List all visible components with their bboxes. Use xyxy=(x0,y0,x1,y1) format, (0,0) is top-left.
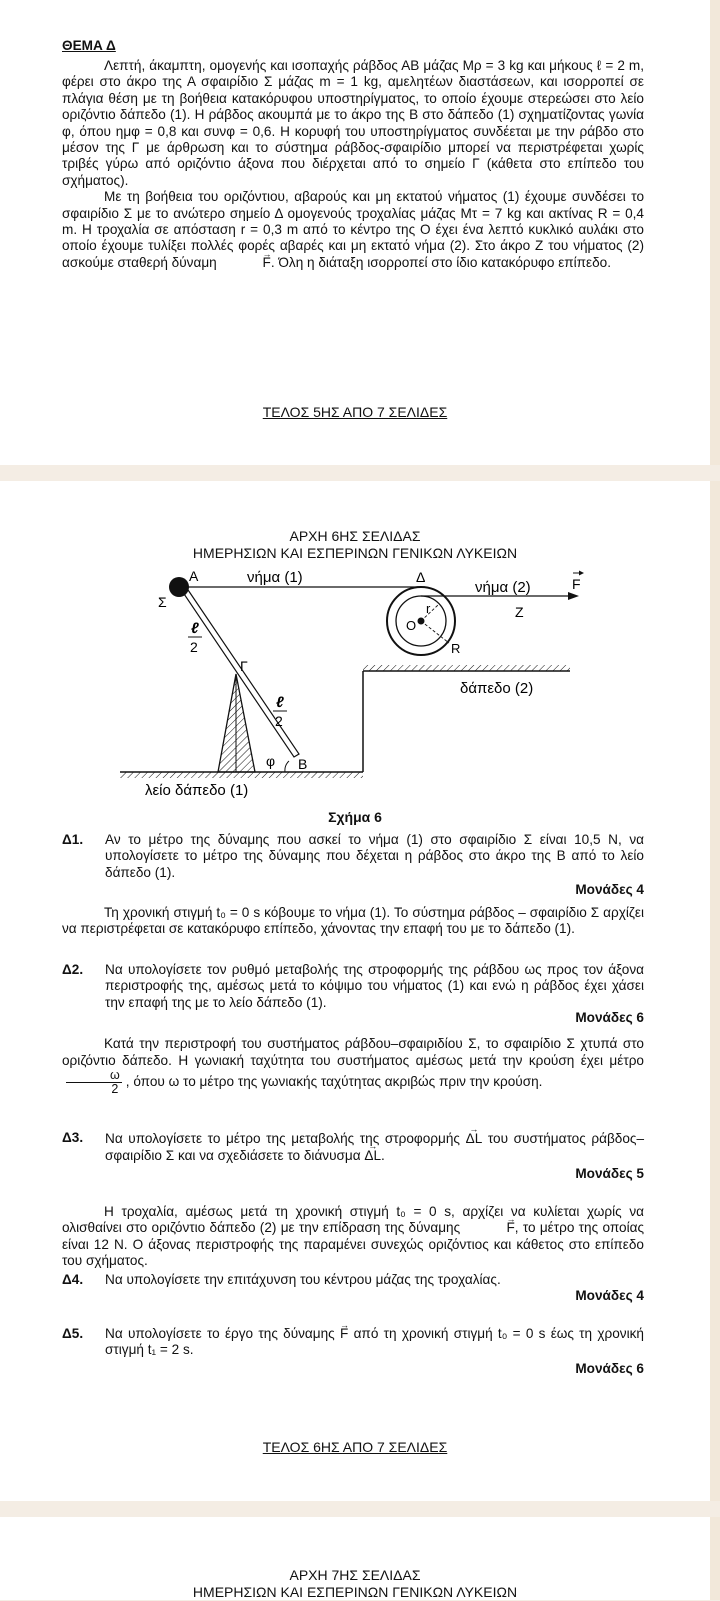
question-text: Να υπολογίσετε τον ρυθμό μεταβολής της στροφορμής της ράβδου ως προς τον άξονα περιστροφής της, αμέσως μετά το κόψιμο του νήματος (1) και ενώ η ράβδος έχει χάσει την επαφή της με το λείο δάπεδο (1). xyxy=(105,962,644,1010)
page-6 xyxy=(0,481,710,1501)
question-number: Δ1. xyxy=(62,832,84,847)
floor-2-hatching xyxy=(363,665,570,671)
marks-d4: Μονάδες 4 xyxy=(575,1288,644,1303)
intro-d3: Κατά την περιστροφή του συστήματος ράβδου–σφαιριδίου Σ, το σφαιρίδιο Σ χτυπά στο οριζόντιο δάπεδο. Η γωνιακή ταχύτητα του συστήματος αμέσως μετά την κρούση έχει μέτρο $\frac{\omega}{2}$ , όπου ω το μέτρο της γωνιακής ταχύτητας ακριβώς πριν την κρούση. xyxy=(62,1036,644,1096)
label-two-top: 2 xyxy=(190,639,198,655)
question-number: Δ4. xyxy=(62,1272,84,1287)
question-d3 xyxy=(62,1130,644,1164)
figure-6 xyxy=(0,481,710,801)
page-footer: ΤΕΛΟΣ 5ΗΣ ΑΠΟ 7 ΣΕΛΙΔΕΣ xyxy=(262,404,448,420)
label-R: R xyxy=(451,641,461,656)
marks-d3: Μονάδες 5 xyxy=(575,1166,644,1181)
label-r: r xyxy=(426,601,431,616)
page-header-line1: ΑΡΧΗ 7ΗΣ ΣΕΛΙΔΑΣ xyxy=(289,1567,421,1583)
label-floor-2: δάπεδο (2) xyxy=(460,680,534,697)
question-d2 xyxy=(62,962,644,1011)
label-Z: Z xyxy=(515,604,524,620)
marks-d1: Μονάδες 4 xyxy=(575,882,644,897)
question-text: Να υπολογίσετε το έργο της δύναμης → F από τη χρονική στιγμή t₀ = 0 s έως τη χρονική στιγμή t₁ = 2 s. xyxy=(105,1326,644,1359)
question-number: Δ5. xyxy=(62,1326,84,1341)
page-footer: ΤΕΛΟΣ 6ΗΣ ΑΠΟ 7 ΣΕΛΙΔΕΣ xyxy=(262,1439,448,1455)
question-d4 xyxy=(62,1272,644,1288)
omega-half-fraction: $\frac{\omega}{2}$ xyxy=(66,1069,122,1096)
force-vector-symbol: → F xyxy=(464,1220,514,1236)
floor-1-hatching xyxy=(120,772,363,778)
page-5 xyxy=(0,0,710,465)
paragraph-1: Λεπτή, άκαμπτη, ομογενής και ισοπαχής ράβδος ΑΒ μάζας Μρ = 3 kg και μήκους ℓ = 2 m, φέρει στο άκρο της Α σφαιρίδιο Σ μάζας m = 1 kg, αμελητέων διαστάσεων, και ισορροπεί σε πλάγια θέση με τη βοήθεια κατακόρυφου υποστηρίγματος, το οποίο έχουμε στερεώσει στο λείο οριζόντιο δάπεδο (1). Η ράβδος ακουμπά με το άκρο της Β στο δάπεδο (1) σχηματίζοντας γωνία φ, όπου ημφ = 0,8 και συνφ = 0,6. Η κορυφή του υποστηρίγματος συνδέεται με την ράβδο στο μέσον της Γ με άρθρωση και το σύστημα ράβδος-σφαιρίδιο μπορεί να περιστρέφεται χωρίς τριβές γύρω από οριζόντιο άξονα που διέρχεται από το σημείο Γ (κάθετα στο επίπεδο του σχήματος). xyxy=(62,58,644,188)
label-gamma: Γ xyxy=(240,658,248,674)
label-floor-1: λείο δάπεδο (1) xyxy=(145,782,249,799)
question-text: Να υπολογίσετε την επιτάχυνση του κέντρου μάζας της τροχαλίας. xyxy=(105,1272,501,1287)
page-header-line1: ΑΡΧΗ 6ΗΣ ΣΕΛΙΔΑΣ xyxy=(289,528,421,544)
question-number: Δ3. xyxy=(62,1130,84,1145)
page-header-line2: ΗΜΕΡΗΣΙΩΝ ΚΑΙ ΕΣΠΕΡΙΝΩΝ ΓΕΝΙΚΩΝ ΛΥΚΕΙΩΝ xyxy=(192,1584,518,1600)
intro-d4: Η τροχαλία, αμέσως μετά τη χρονική στιγμή t₀ = 0 s, αρχίζει να κυλίεται χωρίς να ολισθαίνει στο οριζόντιο δάπεδο (2) με την επίδραση της δύναμης → F, το μέτρο της οποίας είναι 12 N. Ο άξονας περιστροφής της παραμένει συνεχώς οριζόντιος και κάθετος στο επίπεδο του σχήματος. xyxy=(62,1204,644,1270)
label-string-2: νήμα (2) xyxy=(475,579,531,596)
label-delta: Δ xyxy=(416,569,426,585)
intro-d2: Τη χρονική στιγμή t₀ = 0 s κόβουμε το νήμα (1). Το σύστημα ράβδος – σφαιρίδιο Σ αρχίζει να περιστρέφεται σε κατακόρυφο επίπεδο, χάνοντας την επαφή του με το δάπεδο (1). xyxy=(62,905,644,937)
question-text: Αν το μέτρο της δύναμης που ασκεί το νήμα (1) στο σφαιρίδιο Σ είναι 10,5 N, να υπολογίσετε το μέτρο της δύναμης που δέχεται η ράβδος στο άκρο της Β από το λείο δάπεδο (1). xyxy=(105,832,644,880)
page-edge xyxy=(710,0,720,465)
label-B: B xyxy=(298,756,308,772)
page-header-line2: ΗΜΕΡΗΣΙΩΝ ΚΑΙ ΕΣΠΕΡΙΝΩΝ ΓΕΝΙΚΩΝ ΛΥΚΕΙΩΝ xyxy=(192,545,518,561)
label-ell-half-bottom: ℓ xyxy=(276,694,284,711)
theme-heading: ΘΕΜΑ Δ xyxy=(62,38,116,53)
marks-d2: Μονάδες 6 xyxy=(575,1010,644,1025)
label-two-bottom: 2 xyxy=(275,713,283,729)
delta-L-vector-symbol: → ΔL xyxy=(364,1147,381,1164)
question-text: Να υπολογίσετε το μέτρο της μεταβολής της στροφορμής → ΔL του συστήματος ράβδος–σφαιρίδιο Σ και να σχεδιάσετε το διάνυσμα → ΔL. xyxy=(105,1130,644,1164)
page-edge xyxy=(710,481,720,1501)
angle-phi-arc xyxy=(285,761,289,772)
label-string-1: νήμα (1) xyxy=(247,569,303,586)
question-d1 xyxy=(62,832,644,881)
question-number: Δ2. xyxy=(62,962,84,977)
page-edge xyxy=(710,1517,720,1600)
label-sigma: Σ xyxy=(158,594,167,610)
label-F: F xyxy=(572,576,581,592)
figure-caption: Σχήμα 6 xyxy=(328,809,382,825)
problem-statement xyxy=(62,58,644,271)
label-phi: φ xyxy=(266,753,276,769)
force-vector-symbol: → F xyxy=(340,1326,348,1342)
marks-d5: Μονάδες 6 xyxy=(575,1361,644,1376)
delta-L-vector-symbol: → ΔL xyxy=(466,1130,483,1147)
question-d5 xyxy=(62,1326,644,1359)
label-A: A xyxy=(189,568,199,584)
page-7 xyxy=(0,1517,710,1600)
paragraph-2: Με τη βοήθεια του οριζόντιου, αβαρούς και μη εκτατού νήματος (1) έχουμε συνδέσει το σφαιρίδιο Σ με το ανώτερο σημείο Δ ομογενούς τροχαλίας μάζας Μτ = 7 kg και ακτίνας R = 0,4 m. Η τροχαλία σε απόσταση r = 0,3 m από το κέντρο της Ο έχει ένα λεπτό κυκλικό αυλάκι στο οποίο έχουμε τυλίξει πολλές φορές αβαρές και μη εκτατό νήμα (2). Στο άκρο Ζ του νήματος (2) ασκούμε σταθερή δύναμη → F. Όλη η διάταξη ισορροπεί στο ίδιο κατακόρυφο επίπεδο. xyxy=(62,189,644,271)
force-vector-symbol: → F xyxy=(221,255,271,271)
label-ell-half-top: ℓ xyxy=(191,620,199,637)
label-O: O xyxy=(406,618,417,633)
force-arrowhead xyxy=(568,592,579,600)
